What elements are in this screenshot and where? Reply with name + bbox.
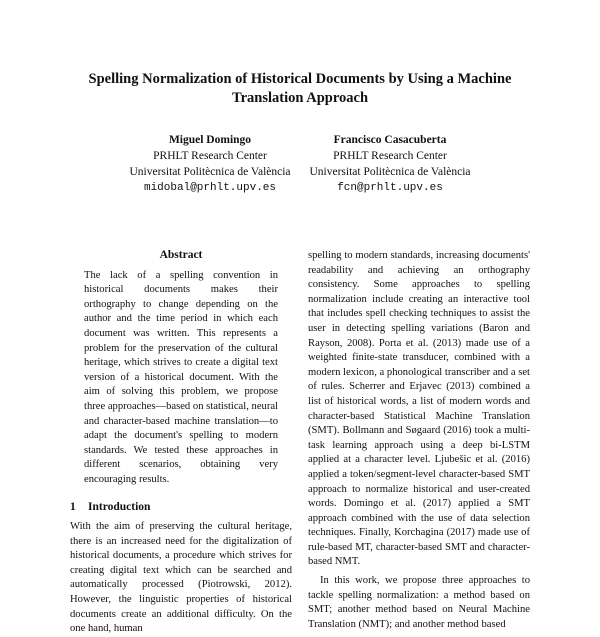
intro-paragraph-left: With the aim of preserving the cultural heritage, there is an increased need for the digitalization of historical documents, a procedure which strives for creating digital text which can be searched and automatically processed (Piotrowski, 2012). However, the linguistic properties of historical documents create an additional difficulty. On the one hand, human: [70, 521, 292, 635]
section-title: Introduction: [88, 500, 151, 513]
author-name: Miguel Domingo: [168, 134, 252, 146]
abstract-heading: Abstract: [159, 249, 203, 261]
author-block-2: [290, 132, 490, 196]
author-affiliation: PRHLT Research Center: [333, 150, 447, 162]
author-institution: Universitat Politècnica de València: [129, 166, 291, 178]
left-column: [70, 248, 292, 637]
author-block-1: [110, 132, 310, 196]
author-affiliation: PRHLT Research Center: [153, 150, 267, 162]
author-institution: Universitat Politècnica de València: [309, 166, 471, 178]
intro-paragraph-right-1: spelling to modern standards, increasing documents' readability and achieving an orthography consistency. Some approaches to spelling normalization include creating an interactive tool that includes spell checking techniques to assist the user in detecting spelling variations (Baron and Rayson, 2008). Porta et al. (2013) made use of a weighted finite-state transducer, combined with a modern lexicon, a phonological transcriber and a set of rules. Scherrer and Erjavec (2013) combined a list of historical words, a list of modern words and character-based Statistical Machine Translation (SMT). Bollmann and Søgaard (2016) took a multi-task learning approach using a deep bi-LSTM applied at a character level. Ljubešic et al. (2016) applied a token/segment-level character-based SMT approach to normalize historical and user-created words. Domingo et al. (2017) applied a SMT approach combined with the use of data selection techniques. Finally, Korchagina (2017) made use of rule-based MT, character-based SMT and character-based NMT.: [308, 250, 530, 568]
right-column: [308, 249, 530, 632]
intro-paragraph-right-2: In this work, we propose three approaches to tackle spelling normalization: a method based on SMT; another method based on Neural Machine Translation (NMT); and another method based: [308, 575, 530, 630]
section-number: 1: [70, 500, 76, 513]
abstract-text: The lack of a spelling convention in historical documents makes their orthography to change depending on the author and the time period in which each document was written. This represents a problem for the preservation of the cultural heritage, which strives to create a digital text version of a historical document. With the aim of solving this problem, we propose three approaches—based on statistical, neural and character-based machine translation—to adapt the document's spelling to modern standards. We tested these approaches in different scenarios, obtaining very encouraging results.: [84, 269, 278, 485]
section-heading: [70, 500, 292, 515]
author-email: midobal@prhlt.upv.es: [143, 182, 277, 194]
author-name: Francisco Casacuberta: [333, 134, 447, 146]
paper-title: Spelling Normalization of Historical Documents by Using a Machine Translation Approach: [88, 71, 512, 106]
author-email: fcn@prhlt.upv.es: [337, 182, 443, 194]
